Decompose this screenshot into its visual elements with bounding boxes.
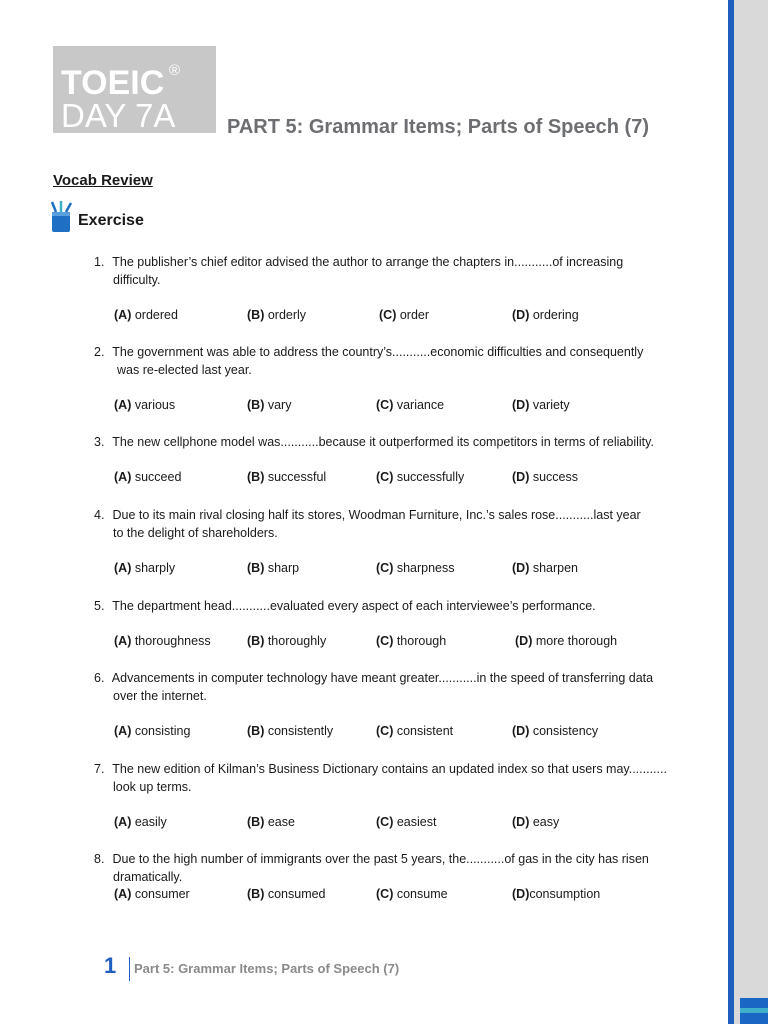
corner-color-bar xyxy=(740,998,768,1024)
option-text: easily xyxy=(131,815,167,829)
option-letter: (B) xyxy=(247,470,265,484)
question-line: The new edition of Kilman’s Business Dictionary contains an updated index so that users may........... xyxy=(112,762,667,776)
option-text: successfully xyxy=(393,470,465,484)
answer-option xyxy=(376,398,444,412)
option-text: various xyxy=(131,398,176,412)
question-number: 4. xyxy=(94,508,105,522)
answer-option xyxy=(512,398,570,412)
answer-option xyxy=(512,724,598,738)
option-text: consistency xyxy=(529,724,599,738)
question-line: Due to the high number of immigrants over the past 5 years, the...........of gas in the city has risen xyxy=(112,852,649,866)
answer-option xyxy=(114,561,175,575)
question-line: The publisher’s chief editor advised the author to arrange the chapters in...........of increasing xyxy=(112,255,624,269)
right-margin-rail xyxy=(728,0,768,1024)
question-text xyxy=(94,343,643,379)
option-text: variety xyxy=(529,398,570,412)
answer-option xyxy=(114,815,167,829)
question-text xyxy=(94,669,653,705)
answer-option xyxy=(512,887,600,901)
answer-option xyxy=(376,470,464,484)
question-line: Advancements in computer technology have meant greater...........in the speed of transferring data xyxy=(111,671,654,685)
answer-option xyxy=(114,887,190,901)
option-letter: (A) xyxy=(114,398,132,412)
option-text: easiest xyxy=(393,815,437,829)
exercise-label: Exercise xyxy=(78,212,144,229)
toeic-day-logo xyxy=(53,46,216,133)
option-text: consume xyxy=(393,887,448,901)
option-text: thoroughly xyxy=(264,634,327,648)
option-text: sharpen xyxy=(529,561,579,575)
answer-option xyxy=(114,398,175,412)
question-line-continued: look up terms. xyxy=(113,780,192,794)
option-letter: (D) xyxy=(512,561,530,575)
option-letter: (C) xyxy=(376,815,394,829)
question-line-continued: dramatically. xyxy=(113,870,183,884)
logo-day: DAY 7A xyxy=(61,97,176,134)
option-letter: (C) xyxy=(376,887,394,901)
right-blue-rule xyxy=(728,0,734,1024)
answer-option xyxy=(247,398,291,412)
answer-option xyxy=(512,561,578,575)
question-text xyxy=(94,850,649,886)
option-text: consistently xyxy=(264,724,334,738)
option-text: more thorough xyxy=(532,634,618,648)
pencil-cup-icon xyxy=(49,200,75,234)
option-letter: (D) xyxy=(512,815,530,829)
option-letter: (A) xyxy=(114,887,132,901)
question-number: 3. xyxy=(94,435,105,449)
option-letter: (D) xyxy=(512,470,530,484)
answer-option xyxy=(247,815,295,829)
question-line-continued: over the internet. xyxy=(113,689,207,703)
option-letter: (C) xyxy=(376,470,394,484)
option-letter: (B) xyxy=(247,887,265,901)
option-letter: (C) xyxy=(376,561,394,575)
option-letter: (D) xyxy=(512,308,530,322)
answer-option xyxy=(376,724,453,738)
answer-option xyxy=(247,470,326,484)
corner-teal-stripe xyxy=(740,1008,768,1013)
option-letter: (D) xyxy=(512,398,530,412)
question-line: The department head...........evaluated every aspect of each interviewee’s performance. xyxy=(112,599,596,613)
option-text: thorough xyxy=(393,634,447,648)
option-letter: (A) xyxy=(114,561,132,575)
option-text: variance xyxy=(393,398,445,412)
question-line: The government was able to address the country’s...........economic difficulties and consequently xyxy=(112,345,644,359)
option-text: ordering xyxy=(529,308,579,322)
question-line: The new cellphone model was...........because it outperformed its competitors in terms of reliability. xyxy=(112,435,654,449)
footer-title: Part 5: Grammar Items; Parts of Speech (7) xyxy=(134,961,400,976)
option-letter: (D) xyxy=(512,887,530,901)
answer-option xyxy=(247,561,299,575)
option-letter: (C) xyxy=(376,398,394,412)
question-number: 8. xyxy=(94,852,105,866)
answer-option xyxy=(114,634,211,648)
option-text: sharply xyxy=(131,561,176,575)
section-heading: Vocab Review xyxy=(53,172,153,189)
option-text: vary xyxy=(264,398,292,412)
answer-option xyxy=(512,815,559,829)
option-letter: (A) xyxy=(114,470,132,484)
option-letter: (C) xyxy=(379,308,397,322)
option-text: consumer xyxy=(131,887,190,901)
option-letter: (A) xyxy=(114,815,132,829)
option-letter: (B) xyxy=(247,634,265,648)
logo-toeic: TOEIC xyxy=(61,64,165,102)
option-letter: (B) xyxy=(247,724,265,738)
option-letter: (D) xyxy=(512,724,530,738)
answer-option xyxy=(114,470,181,484)
option-text: success xyxy=(529,470,578,484)
question-number: 1. xyxy=(94,255,105,269)
option-letter: (A) xyxy=(114,724,132,738)
answer-option xyxy=(379,308,429,322)
option-letter: (C) xyxy=(376,724,394,738)
page-number: 1 xyxy=(104,953,117,978)
option-letter: (D) xyxy=(515,634,533,648)
option-text: orderly xyxy=(264,308,307,322)
answer-option xyxy=(247,308,306,322)
option-text: thoroughness xyxy=(131,634,211,648)
answer-option xyxy=(376,815,436,829)
answer-option xyxy=(512,470,578,484)
logo-registered-mark: ® xyxy=(169,62,181,79)
answer-option xyxy=(512,308,579,322)
option-text: ease xyxy=(264,815,295,829)
question-text xyxy=(94,597,596,615)
option-letter: (B) xyxy=(247,308,265,322)
option-letter: (B) xyxy=(247,815,265,829)
answer-option xyxy=(376,634,446,648)
question-text xyxy=(94,433,654,451)
answer-option xyxy=(376,561,455,575)
option-letter: (B) xyxy=(247,398,265,412)
question-line-continued: difficulty. xyxy=(113,273,161,287)
question-text xyxy=(94,760,667,796)
option-text: successful xyxy=(264,470,327,484)
question-number: 7. xyxy=(94,762,105,776)
option-letter: (B) xyxy=(247,561,265,575)
option-text: ordered xyxy=(131,308,178,322)
answer-option xyxy=(247,634,326,648)
question-line-continued: was re-elected last year. xyxy=(117,363,252,377)
option-text: succeed xyxy=(131,470,182,484)
question-line-continued: to the delight of shareholders. xyxy=(113,526,278,540)
option-text: sharp xyxy=(264,561,300,575)
answer-option xyxy=(247,724,333,738)
answer-option xyxy=(247,887,326,901)
option-letter: (A) xyxy=(114,308,132,322)
option-text: consistent xyxy=(393,724,454,738)
option-text: easy xyxy=(529,815,560,829)
option-letter: (A) xyxy=(114,634,132,648)
question-number: 2. xyxy=(94,345,105,359)
footer-divider xyxy=(129,957,130,981)
question-text xyxy=(94,506,641,542)
option-text: order xyxy=(396,308,430,322)
question-number: 6. xyxy=(94,671,105,685)
question-number: 5. xyxy=(94,599,105,613)
page-title: PART 5: Grammar Items; Parts of Speech (7) xyxy=(227,116,649,138)
question-line: Due to its main rival closing half its stores, Woodman Furniture, Inc.’s sales rose...........last year xyxy=(112,508,641,522)
answer-option xyxy=(114,308,178,322)
option-text: consumed xyxy=(264,887,326,901)
answer-option xyxy=(515,634,617,648)
question-text xyxy=(94,253,623,289)
answer-option xyxy=(376,887,448,901)
option-letter: (C) xyxy=(376,634,394,648)
answer-option xyxy=(114,724,190,738)
option-text: consisting xyxy=(131,724,191,738)
option-text: consumption xyxy=(529,887,601,901)
option-text: sharpness xyxy=(393,561,455,575)
